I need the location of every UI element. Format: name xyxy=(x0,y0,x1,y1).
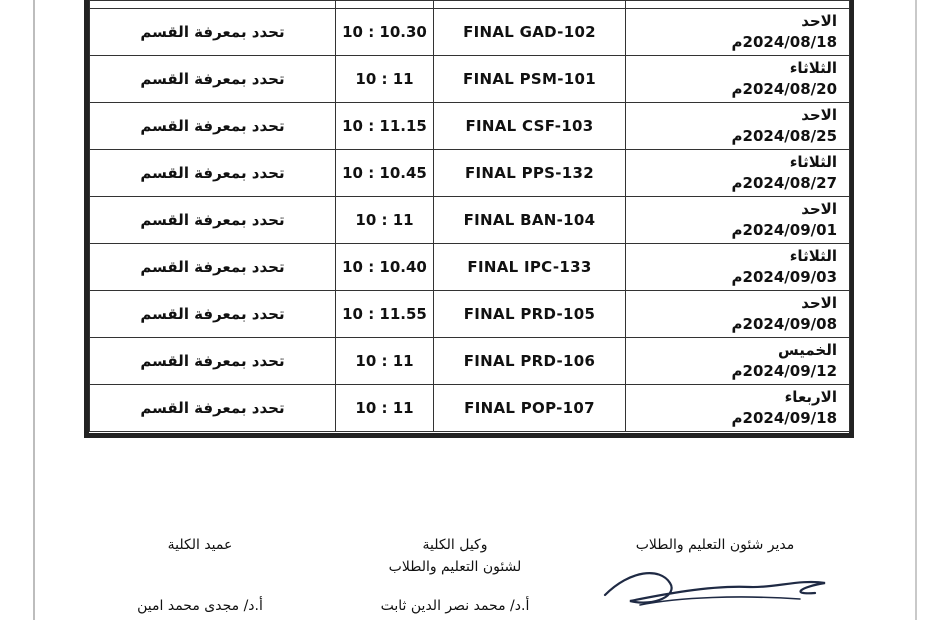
table-row xyxy=(90,291,850,338)
date-label: 2024/09/03م xyxy=(731,268,837,286)
time-cell: 10 : 10.45 xyxy=(336,150,434,197)
header-strip-cell xyxy=(336,1,434,9)
course-cell: FINAL CSF-103 xyxy=(434,103,626,150)
scan-edge-right xyxy=(915,0,917,620)
time-cell: 10 : 10.40 xyxy=(336,244,434,291)
date-label: 2024/08/18م xyxy=(731,33,837,51)
course-cell: FINAL POP-107 xyxy=(434,385,626,432)
time-cell: 10 : 11.55 xyxy=(336,291,434,338)
time-cell: 10 : 11 xyxy=(336,385,434,432)
date-cell xyxy=(626,385,850,432)
time-cell: 10 : 11 xyxy=(336,56,434,103)
day-label: الاربعاء xyxy=(784,388,837,406)
table-row xyxy=(90,338,850,385)
day-label: الثلاثاء xyxy=(789,59,837,77)
header-strip-row xyxy=(90,1,850,9)
course-cell: FINAL GAD-102 xyxy=(434,9,626,56)
vice-dean-name-block xyxy=(350,598,560,614)
place-cell: تحدد بمعرفة القسم xyxy=(90,244,336,291)
table-row xyxy=(90,385,850,432)
header-strip-cell xyxy=(434,1,626,9)
date-cell xyxy=(626,150,850,197)
table-row xyxy=(90,244,850,291)
header-strip-cell xyxy=(90,1,336,9)
date-label: 2024/09/18م xyxy=(731,409,837,427)
exam-schedule-inner xyxy=(89,0,849,433)
date-cell xyxy=(626,9,850,56)
place-cell: تحدد بمعرفة القسم xyxy=(90,197,336,244)
time-cell: 10 : 10.30 xyxy=(336,9,434,56)
place-cell: تحدد بمعرفة القسم xyxy=(90,291,336,338)
date-label: 2024/09/01م xyxy=(731,221,837,239)
vice-dean-subtitle: لشئون التعليم والطلاب xyxy=(388,559,522,575)
day-label: الثلاثاء xyxy=(789,153,837,171)
day-label: الاحد xyxy=(801,294,837,312)
date-label: 2024/08/20م xyxy=(731,80,837,98)
table-row xyxy=(90,9,850,56)
table-row xyxy=(90,103,850,150)
date-cell xyxy=(626,103,850,150)
place-cell: تحدد بمعرفة القسم xyxy=(90,385,336,432)
header-strip-cell xyxy=(626,1,850,9)
course-cell: FINAL PRD-106 xyxy=(434,338,626,385)
date-cell xyxy=(626,197,850,244)
dean-name-block xyxy=(115,598,285,614)
vice-dean-signature-block xyxy=(355,534,555,578)
date-cell xyxy=(626,338,850,385)
day-label: الاحد xyxy=(801,12,837,30)
exam-schedule-frame xyxy=(84,0,854,438)
exam-schedule-table xyxy=(89,0,850,432)
course-cell: FINAL PSM-101 xyxy=(434,56,626,103)
place-cell: تحدد بمعرفة القسم xyxy=(90,338,336,385)
vice-dean-title: وكيل الكلية xyxy=(422,537,488,553)
date-label: 2024/08/25م xyxy=(731,127,837,145)
day-label: الخميس xyxy=(778,341,837,359)
time-cell: 10 : 11 xyxy=(336,197,434,244)
time-cell: 10 : 11 xyxy=(336,338,434,385)
course-cell: FINAL IPC-133 xyxy=(434,244,626,291)
dean-name: أ.د/ مجدى محمد امين xyxy=(137,598,263,614)
table-row xyxy=(90,56,850,103)
place-cell: تحدد بمعرفة القسم xyxy=(90,56,336,103)
course-cell: FINAL PPS-132 xyxy=(434,150,626,197)
course-cell: FINAL PRD-105 xyxy=(434,291,626,338)
dean-title: عميد الكلية xyxy=(167,537,233,553)
dean-signature-block xyxy=(130,534,270,556)
date-cell xyxy=(626,56,850,103)
vice-dean-name: أ.د/ محمد نصر الدين ثابت xyxy=(380,598,530,614)
handwritten-signature xyxy=(600,565,840,615)
date-label: 2024/08/27م xyxy=(731,174,837,192)
scan-edge-left xyxy=(33,0,35,620)
table-row xyxy=(90,150,850,197)
day-label: الاحد xyxy=(801,106,837,124)
course-cell: FINAL BAN-104 xyxy=(434,197,626,244)
place-cell: تحدد بمعرفة القسم xyxy=(90,9,336,56)
director-signature-block xyxy=(615,534,815,556)
table-row xyxy=(90,197,850,244)
place-cell: تحدد بمعرفة القسم xyxy=(90,150,336,197)
date-cell xyxy=(626,291,850,338)
date-label: 2024/09/12م xyxy=(731,362,837,380)
day-label: الثلاثاء xyxy=(789,247,837,265)
date-label: 2024/09/08م xyxy=(731,315,837,333)
director-title: مدير شئون التعليم والطلاب xyxy=(635,537,795,553)
time-cell: 10 : 11.15 xyxy=(336,103,434,150)
date-cell xyxy=(626,244,850,291)
place-cell: تحدد بمعرفة القسم xyxy=(90,103,336,150)
day-label: الاحد xyxy=(801,200,837,218)
